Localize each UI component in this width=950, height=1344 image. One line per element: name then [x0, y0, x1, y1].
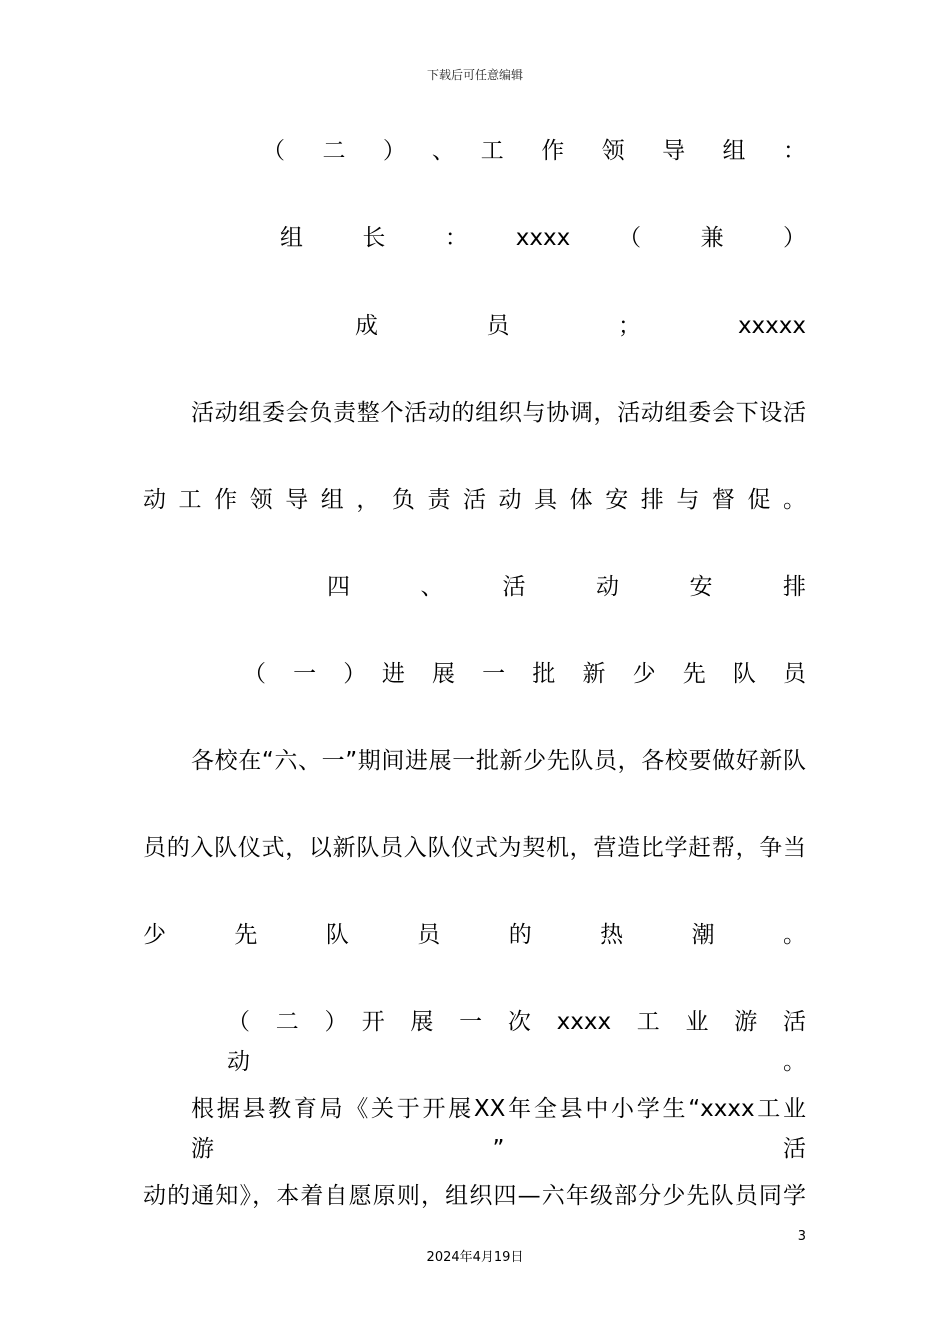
subsection-heading-industrial-tour: （ 二 ） 开 展 一 次 xxxx 工 业 游 活 动 。 — [227, 1009, 829, 1075]
section-heading-activity-arrangement: 四 、 活 动 安 排 — [327, 574, 806, 600]
paragraph-line: 各校在“六、一”期间进展一批新少先队员，各校要做好新队 — [191, 748, 806, 774]
group-leader-line: 组 长 ： xxxx （ 兼 ） — [280, 225, 806, 251]
section-heading-work-group: （ 二 ） 、 工 作 领 导 组 ： — [262, 138, 806, 164]
paragraph-line: 根据县教育局《关于开展XX年全县中小学生“xxxx工业游”活 — [191, 1096, 806, 1162]
page-number: 3 — [797, 1229, 806, 1244]
group-members-line: 成 员 ； xxxxx — [355, 313, 806, 339]
paragraph-line: 员的入队仪式，以新队员入队仪式为契机，营造比学赶帮，争当 — [143, 835, 806, 861]
page-header-note: 下载后可任意编辑 — [426, 68, 523, 82]
paragraph-line: 动的通知》，本着自愿原则，组织四—六年级部分少先队员同学 — [143, 1183, 806, 1209]
paragraph-line: 少 先 队 员 的 热 潮 。 — [143, 922, 806, 948]
paragraph-line: 动工作领导组，负责活动具体安排与督促。 — [143, 487, 806, 513]
subsection-heading-new-members: （ 一 ） 进 展 一 批 新 少 先 队 员 — [243, 661, 806, 687]
footer-date: 2024年4月19日 — [426, 1250, 524, 1265]
paragraph-line: 活动组委会负责整个活动的组织与协调，活动组委会下设活 — [191, 400, 806, 426]
